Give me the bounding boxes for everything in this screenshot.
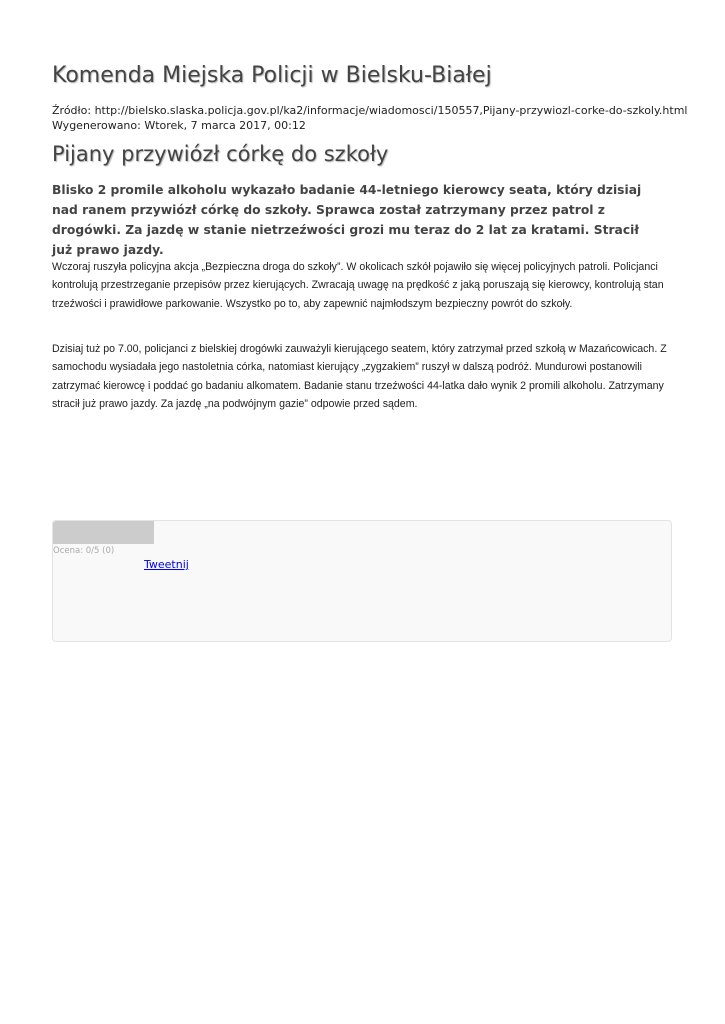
rating-text: Ocena: 0/5 (0)	[53, 546, 115, 556]
article-paragraph: Dzisiaj tuż po 7.00, policjanci z bielskiej drogówki zauważyli kierującego seatem, który zatrzymał przed szkołą w Mazańcowicach. Z samochodu wysiadała jego nastoletnia córka, natomiast kierujący „zygzakiem” ruszył w dalszą podróż. Mundurowi postanowili zatrzymać kierowcę i poddać go badaniu alkomatem. Badanie stanu trzeźwości 44-latka dało wynik 2 promili alkoholu. Zatrzymany stracił już prawo jazdy. Za jazdę „na podwójnym gazie” odpowie przed sądem.	[52, 343, 667, 410]
article-lead: Blisko 2 promile alkoholu wykazało badanie 44-letniego kierowcy seata, który dzisiaj nad ranem przywiózł córkę do szkoły. Sprawca został zatrzymany przez patrol z drogówki. Za jazdę w stanie nietrzeźwości grozi mu teraz do 2 lat za kratami. Stracił już prawo jazdy.	[52, 183, 642, 257]
generated-date-text: Wygenerowano: Wtorek, 7 marca 2017, 00:12	[52, 119, 306, 132]
tweet-link[interactable]: Tweetnij	[144, 558, 189, 571]
rating-panel	[52, 520, 672, 642]
article-title: Pijany przywiózł córkę do szkoły	[52, 142, 389, 166]
source-meta	[52, 103, 687, 133]
source-url-text: Źródło: http://bielsko.slaska.policja.gov.pl/ka2/informacje/wiadomosci/150557,Pijany-przywiozl-corke-do-szkoly.html	[52, 104, 688, 117]
rating-stars-bar[interactable]	[53, 521, 154, 544]
site-title: Komenda Miejska Policji w Bielsku-Białej	[52, 63, 492, 88]
article-paragraph: Wczoraj ruszyła policyjna akcja „Bezpieczna droga do szkoły”. W okolicach szkół pojawiło się więcej policyjnych patroli. Policjanci kontrolują przestrzeganie przepisów przez kierujących. Zwracają uwagę na prędkość z jaką poruszają się kierowcy, kontrolują stan trzeźwości i prawidłowe parkowanie. Wszystko po to, aby zapewnić najmłodszym bezpieczny powrót do szkoły.	[52, 261, 664, 310]
